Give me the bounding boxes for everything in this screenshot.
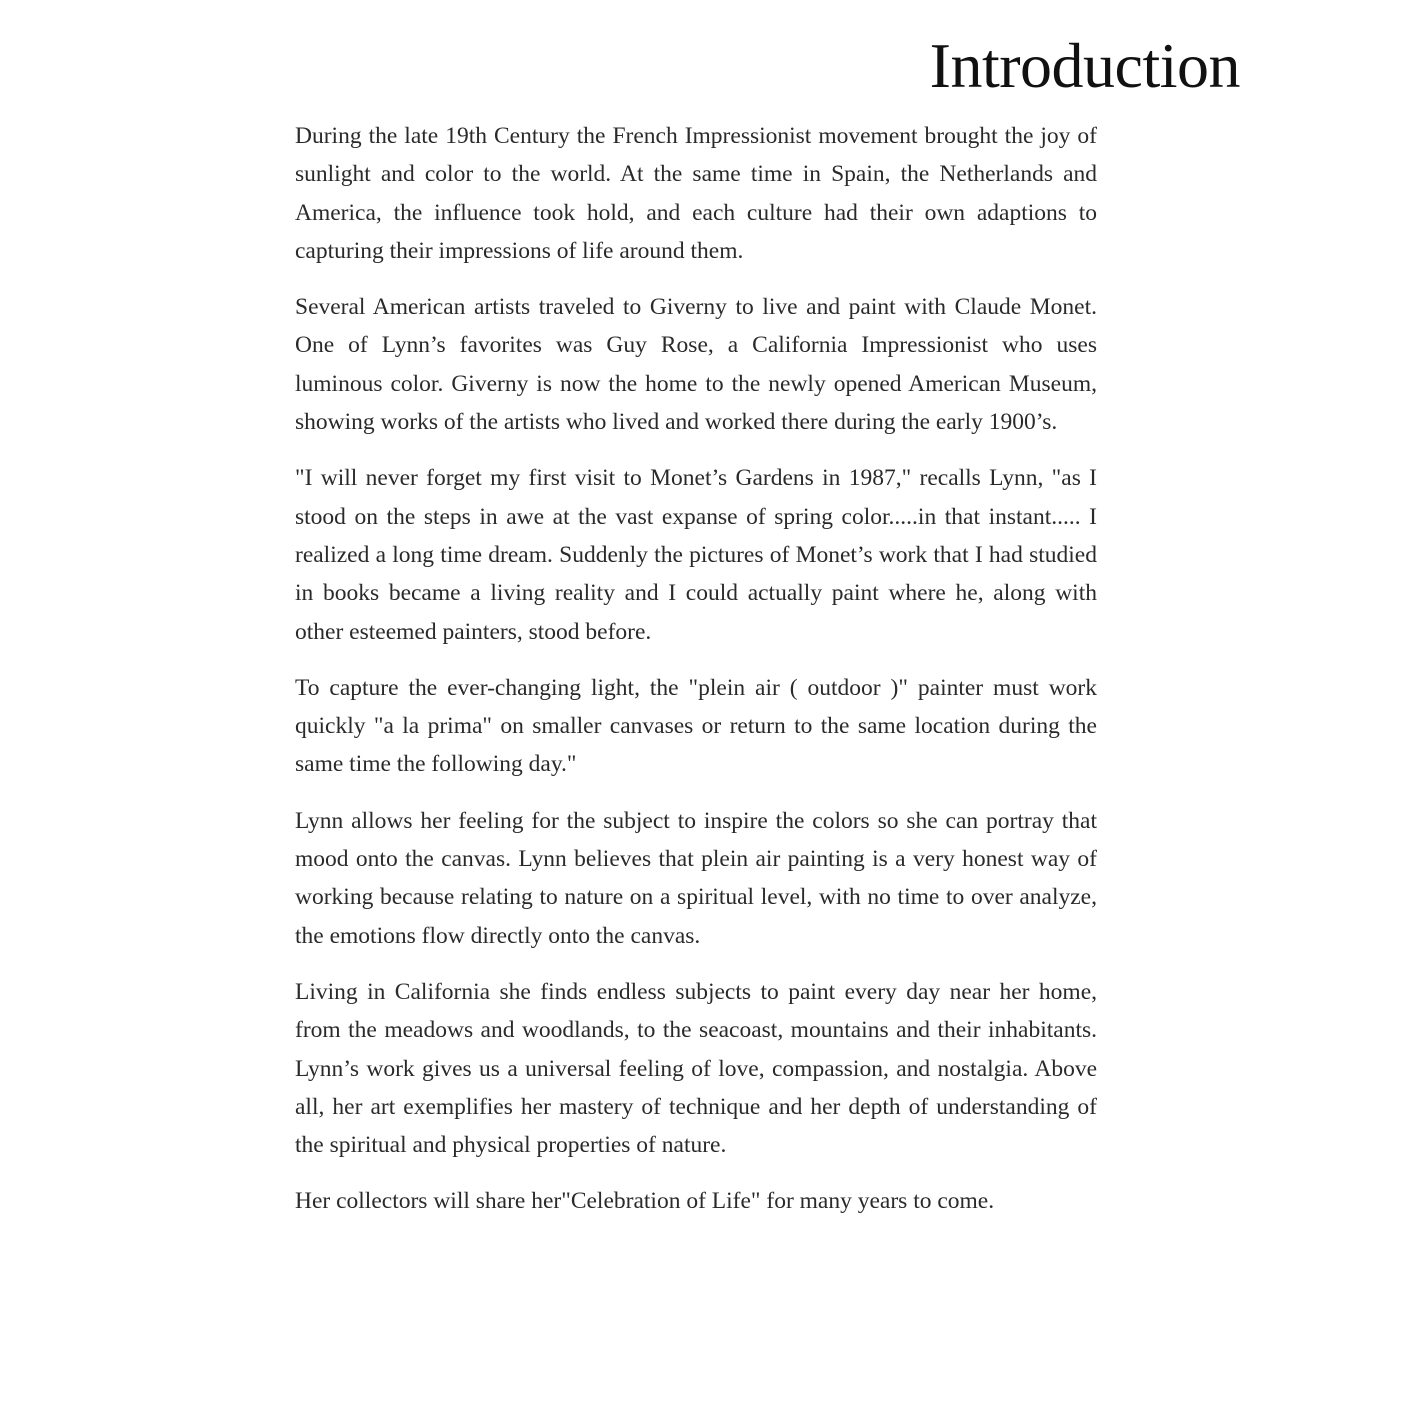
- paragraph-closing: Her collectors will share her"Celebration of Life" for many years to come.: [295, 1188, 995, 1215]
- paragraph-impressionism-history: During the late 19th Century the French Impressionist movement brought the joy of sunlight and color to the world. At the same time in Spain, the Netherlands and America, the influence took hold, and each culture had their own adaptions to capturing their impressions of life around them.: [295, 123, 1097, 264]
- paragraph-giverny-artists: Several American artists traveled to Giverny to live and paint with Claude Monet. One of Lynn’s favorites was Guy Rose, a California Impressionist who uses luminous color. Giverny is now the home to the newly opened American Museum, showing works of the artists who lived and worked there during the early 1900’s.: [295, 294, 1097, 436]
- paragraph-plein-air-technique: To capture the ever-changing light, the "plein air ( outdoor )" painter must work quickly "a la prima" on smaller canvases or return to the same location during the same time the following day.": [295, 674, 1097, 778]
- paragraph-painting-philosophy: Lynn allows her feeling for the subject to inspire the colors so she can portray that mood onto the canvas. Lynn believes that plein air painting is a very honest way of working because relating to nature on a spiritual level, with no time to over analyze, the emotions flow directly onto the canvas.: [295, 807, 1097, 949]
- paragraph-monet-gardens-quote: "I will never forget my first visit to Monet’s Gardens in 1987," recalls Lynn, "as I stood on the steps in awe at the vast expanse of spring color.....in that instant..... I realized a long time dream. Suddenly the pictures of Monet’s work that I had studied in books became a living reality and I could actually paint where he, along with other esteemed painters, stood before.: [295, 465, 1097, 645]
- paragraph-california-subjects: Living in California she finds endless subjects to paint every day near her home, from the meadows and woodlands, to the seacoast, mountains and their inhabitants. Lynn’s work gives us a universal feeling of love, compassion, and nostalgia. Above all, her art exemplifies her mastery of technique and her depth of understanding of the spiritual and physical properties of nature.: [295, 978, 1097, 1159]
- page-title: Introduction: [929, 30, 1240, 101]
- body-text: [295, 117, 1097, 1239]
